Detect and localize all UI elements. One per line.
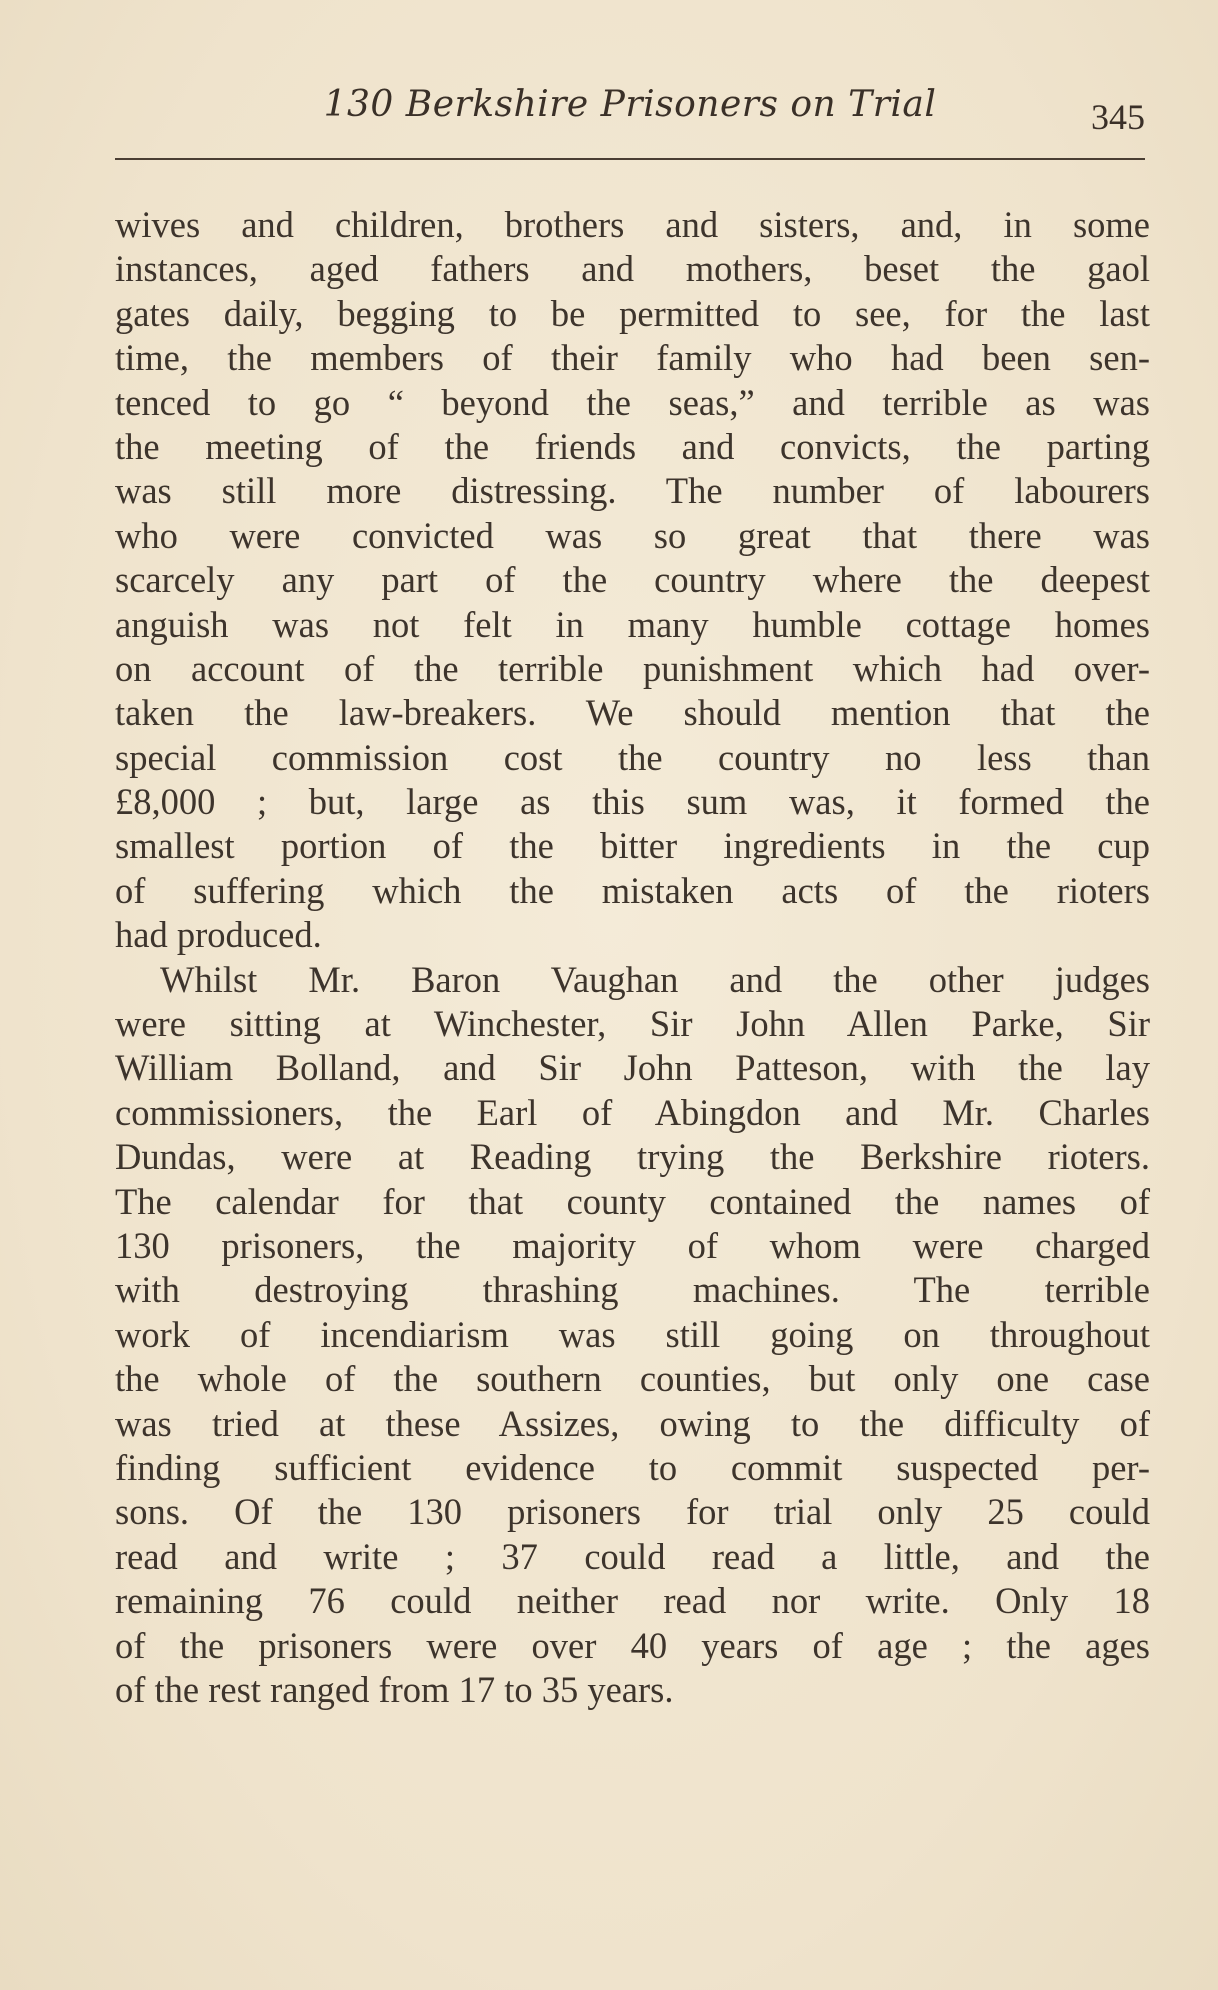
running-head bbox=[115, 78, 1145, 138]
body-text bbox=[115, 203, 1150, 1712]
text-line: was still more distressing. The number of labourers bbox=[115, 470, 1150, 512]
text-line: special commission cost the country no less than bbox=[115, 736, 1150, 778]
text-line: the whole of the southern counties, but only one case bbox=[115, 1358, 1150, 1400]
text-line: time, the members of their family who had been sen- bbox=[115, 337, 1150, 379]
text-line: William Bolland, and Sir John Patteson, with the lay bbox=[115, 1047, 1150, 1089]
text-line: commissioners, the Earl of Abingdon and Mr. Charles bbox=[115, 1091, 1150, 1133]
text-line: read and write ; 37 could read a little, and the bbox=[115, 1535, 1150, 1577]
text-line: anguish was not felt in many humble cottage homes bbox=[115, 603, 1150, 645]
text-line: had produced. bbox=[115, 914, 322, 956]
text-line: sons. Of the 130 prisoners for trial only 25 could bbox=[115, 1491, 1150, 1533]
text-line: wives and children, brothers and sisters, and, in some bbox=[115, 204, 1150, 245]
text-line: gates daily, begging to be permitted to see, for the last bbox=[115, 292, 1150, 334]
text-line: remaining 76 could neither read nor write. Only 18 bbox=[115, 1580, 1150, 1622]
text-line: finding sufficient evidence to commit suspected per- bbox=[115, 1446, 1150, 1488]
text-line: instances, aged fathers and mothers, beset the gaol bbox=[115, 248, 1150, 290]
text-line: scarcely any part of the country where the deepest bbox=[115, 559, 1150, 601]
text-line: smallest portion of the bitter ingredients in the cup bbox=[115, 825, 1150, 867]
paragraph-1 bbox=[115, 203, 1150, 958]
page-number: 345 bbox=[1091, 97, 1145, 137]
text-line: was tried at these Assizes, owing to the difficulty of bbox=[115, 1402, 1150, 1444]
text-line: the meeting of the friends and convicts, the parting bbox=[115, 425, 1150, 467]
text-line: of suffering which the mistaken acts of the rioters bbox=[115, 869, 1150, 911]
text-line: 130 prisoners, the majority of whom were charged bbox=[115, 1224, 1150, 1266]
text-line: Whilst Mr. Baron Vaughan and the other judges bbox=[160, 958, 1150, 1000]
text-line: work of incendiarism was still going on throughout bbox=[115, 1313, 1150, 1355]
text-line: were sitting at Winchester, Sir John Allen Parke, Sir bbox=[115, 1003, 1150, 1045]
text-line: Dundas, were at Reading trying the Berkshire rioters. bbox=[115, 1136, 1150, 1178]
header-rule bbox=[115, 158, 1145, 160]
text-line: of the rest ranged from 17 to 35 years. bbox=[115, 1668, 674, 1710]
text-line: The calendar for that county contained the names of bbox=[115, 1180, 1150, 1222]
text-line: of the prisoners were over 40 years of age ; the ages bbox=[115, 1624, 1150, 1666]
paragraph-2 bbox=[115, 958, 1150, 1713]
text-line: with destroying thrashing machines. The terrible bbox=[115, 1269, 1150, 1311]
text-line: £8,000 ; but, large as this sum was, it formed the bbox=[115, 781, 1150, 823]
running-title: 130 Berkshire Prisoners on Trial bbox=[323, 84, 937, 125]
text-line: who were convicted was so great that there was bbox=[115, 514, 1150, 556]
text-line: tenced to go “ beyond the seas,” and terrible as was bbox=[115, 381, 1150, 423]
text-line: on account of the terrible punishment which had over- bbox=[115, 647, 1150, 689]
text-line: taken the law-breakers. We should mention that the bbox=[115, 692, 1150, 734]
